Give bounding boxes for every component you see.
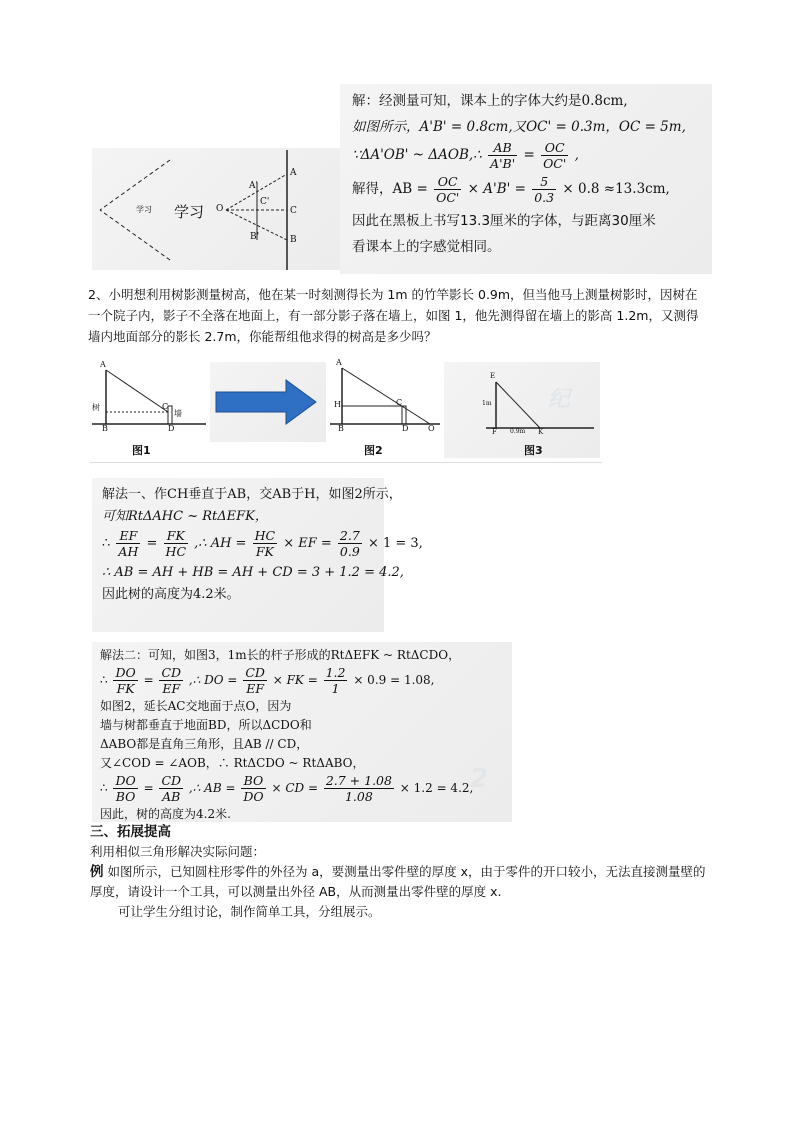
method1-block (102, 484, 423, 606)
fig3-shadow-label: 0.9m (510, 428, 526, 435)
fig1-caption: 图1 (132, 444, 151, 457)
method2-line7-mid2: × CD = (271, 781, 318, 795)
fig3-pole-label: 1m (482, 400, 492, 407)
solution1-line6: 看课本上的字感觉相同。 (352, 239, 501, 255)
fraction-den: EF (162, 681, 181, 696)
method2-line2-mid2: × FK = (272, 673, 318, 687)
method1-line2: 可知RtΔAHC ~ RtΔEFK， (102, 509, 268, 524)
fig3-caption: 图3 (524, 444, 543, 457)
point-b-label: B (290, 235, 297, 245)
method2-block (100, 646, 473, 824)
fig1-point-d: D (168, 424, 175, 433)
fraction-num: 2.7 (339, 528, 360, 543)
fraction (488, 140, 517, 171)
equals: = (146, 536, 158, 551)
fraction-num: AB (488, 140, 517, 156)
fig2-point-d: D (402, 424, 409, 433)
equals: = (523, 147, 535, 163)
section3-note: 可让学生分组讨论，制作简单工具，分组展示。 (118, 904, 381, 919)
method2-line2 (100, 665, 473, 697)
method2-line6: 又∠COD = ∠AOB，∴ RtΔCDO ~ RtΔABO， (100, 756, 365, 770)
solution1-line5: 因此在黑板上书写13.3厘米的字体，与距离30厘米 (352, 213, 656, 229)
fig3-point-k: K (538, 428, 544, 436)
fig1-point-a: A (100, 360, 106, 369)
fig3-point-e: E (490, 372, 496, 380)
solution1-line4-mid: × A'B' = (467, 181, 526, 197)
method2-line7-post: × 1.2 = 4.2, (399, 781, 474, 795)
fig1-point-c: C (162, 402, 169, 411)
method2-line7 (100, 773, 473, 805)
therefore-symbol: ∴ (100, 781, 108, 795)
method2-line1: 解法二：可知，如图3，1m长的杆子形成的RtΔEFK ~ RtΔCDO， (100, 648, 461, 662)
fraction (116, 528, 140, 559)
fraction-num: CD (161, 773, 182, 788)
solution1-line4-pre: 解得，AB = (352, 181, 428, 197)
therefore-symbol: ∴ (100, 673, 108, 687)
fraction-den: 1 (331, 681, 340, 696)
method1-line1: 解法一、作CH垂直于AB，交AB于H，如图2所示， (102, 487, 402, 502)
section3-intro: 利用相似三角形解决实际问题： (90, 844, 266, 859)
fraction (338, 528, 362, 559)
fig2-point-b: B (338, 424, 344, 433)
fraction (243, 665, 267, 696)
fraction-den: A'B' (490, 156, 516, 171)
point-a-prime-label: A' (249, 181, 258, 191)
example-label: 例 (90, 864, 104, 880)
book-label: 学习 (174, 203, 205, 221)
fraction-num: CD (245, 665, 265, 680)
method2-watermark: 2 (470, 764, 489, 794)
fraction (253, 528, 277, 559)
fraction-num: OC (434, 174, 461, 190)
fraction (164, 528, 188, 559)
question2-text: 2、小明想利用树影测量树高，他在某一时刻测得长为 1m 的竹竿影长 0.9m，但当他马上测量树影时，因树在一个院子内，影子不全落在地面上，有一部分影子落在墙上，如图 1，他先测得留在墙上的影高 1.2m，又测得墙内地面部分的影长 2.7m，你能帮组他求得的树高是多少吗？ (88, 287, 699, 344)
fig2-caption: 图2 (364, 444, 383, 457)
example-text: 如图所示，已知圆柱形零件的外径为 a，要测量出零件壁的厚度 x，由于零件的开口较小，无法直接测量壁的厚度，请设计一个工具，可以测量出外径 AB，从而测量出零件壁的厚度 x. (90, 864, 706, 899)
method2-line7-mid: ,∴ AB = (188, 781, 236, 795)
fraction-num: CD (161, 665, 182, 680)
fraction-num: OC (541, 140, 568, 156)
fraction-den: AB (162, 789, 181, 804)
fraction-den: AH (118, 544, 139, 559)
method2-line8: 因此，树的高度为4.2米. (100, 807, 231, 821)
fraction-num: HC (254, 528, 276, 543)
equals: = (143, 673, 154, 687)
figures-divider (90, 462, 602, 463)
fraction-num: FK (164, 528, 188, 544)
right-arrow-icon (216, 380, 316, 424)
fraction (324, 665, 348, 696)
fraction-num: 5 (532, 174, 556, 190)
solution1-line3-post: , (574, 147, 579, 163)
method1-line4: ∴ AB = AH + HB = AH + CD = 3 + 1.2 = 4.2, (102, 565, 404, 580)
fraction (541, 140, 568, 171)
method2-line3: 如图2，延长AC交地面于点O，因为 (100, 699, 292, 713)
solution1-line4 (352, 174, 732, 208)
solution1-line4-post: × 0.8 ≈13.3cm, (562, 181, 670, 197)
point-c-prime-label: C' (260, 197, 270, 207)
equals: = (143, 781, 154, 795)
fig2-point-h: H (334, 400, 341, 409)
fraction-den: OC' (436, 190, 460, 205)
method1-line3-mid2: × EF = (283, 536, 332, 551)
fig1-point-b: B (102, 424, 108, 433)
fraction-num: 2.7 + 1.08 (325, 773, 392, 788)
point-a-label: A (290, 168, 297, 178)
point-c-label: C (290, 206, 297, 216)
point-b-prime-label: B' (250, 232, 260, 242)
section3 (90, 822, 710, 922)
fig3-point-f: F (492, 428, 497, 436)
figure2-svg (330, 362, 440, 434)
fig2-point-a: A (336, 358, 342, 367)
method2-line2-mid: ,∴ DO = (188, 673, 238, 687)
fraction (159, 665, 183, 696)
fraction-num: DO (115, 773, 136, 788)
method2-line4: 墙与树都垂直于地面BD，所以ΔCDO和 (100, 718, 312, 732)
fig1-wall-label: 墙 (174, 409, 182, 418)
fraction-den: HC (165, 544, 187, 559)
arrow-svg (210, 362, 326, 442)
fraction-num: 1.2 (325, 665, 346, 680)
solution1-line3-pre: ∵ΔA'OB' ~ ΔAOB,∴ (352, 147, 482, 163)
dashed-book-label: 学习 (136, 205, 152, 214)
fraction-num: DO (115, 665, 136, 680)
fraction-den: FK (116, 681, 135, 696)
point-o-label: O (216, 204, 224, 214)
method2-line2-post: × 0.9 = 1.08, (353, 673, 435, 687)
fig2-point-c: C (396, 398, 403, 407)
fig1-tree-label: 树 (92, 403, 100, 412)
fraction (113, 773, 137, 804)
fraction-den: OC' (543, 156, 567, 171)
method1-line3 (102, 528, 423, 562)
method2-line5: ΔABO都是直角三角形，且AB // CD， (100, 737, 309, 751)
solution1-line1: 解：经测量可知，课本上的字体大约是0.8cm, (352, 93, 628, 109)
therefore-symbol: ∴ (102, 536, 111, 551)
solution1-block (352, 88, 732, 260)
figure3-watermark: 纪 (548, 387, 571, 412)
figure3-svg (444, 362, 600, 434)
fraction-num: BO (241, 773, 265, 789)
eye-book-diagram (92, 148, 344, 270)
fraction-num: EF (116, 528, 140, 544)
solution1-line2: 如图所示，A'B' = 0.8cm,又OC' = 0.3m，OC = 5m, (352, 119, 686, 135)
method1-line3-post: × 1 = 3, (367, 536, 423, 551)
figure3 (444, 362, 600, 458)
fraction (159, 773, 183, 804)
fraction (532, 174, 556, 205)
section3-example (90, 862, 710, 902)
method1-line3-mid: ,∴ AH = (194, 536, 247, 551)
section3-heading: 三、拓展提高 (90, 824, 171, 840)
figure2 (330, 358, 440, 458)
figure1 (92, 362, 206, 458)
fraction (241, 773, 265, 804)
fraction-den: FK (255, 544, 274, 559)
fraction-den: DO (243, 789, 264, 804)
fig2-point-o: O (428, 424, 435, 433)
fraction (113, 665, 137, 696)
fraction (324, 773, 394, 804)
method1-line5: 因此树的高度为4.2米。 (102, 587, 240, 602)
fraction (434, 174, 461, 205)
fraction-den: EF (246, 681, 265, 696)
fraction-den: 0.3 (534, 190, 555, 205)
fraction-den: BO (115, 789, 136, 804)
figure1-svg (92, 362, 206, 434)
solution1-line3 (352, 140, 732, 174)
fraction-den: 0.9 (339, 544, 360, 559)
fraction-den: 1.08 (344, 789, 373, 804)
arrow-panel (210, 362, 326, 442)
